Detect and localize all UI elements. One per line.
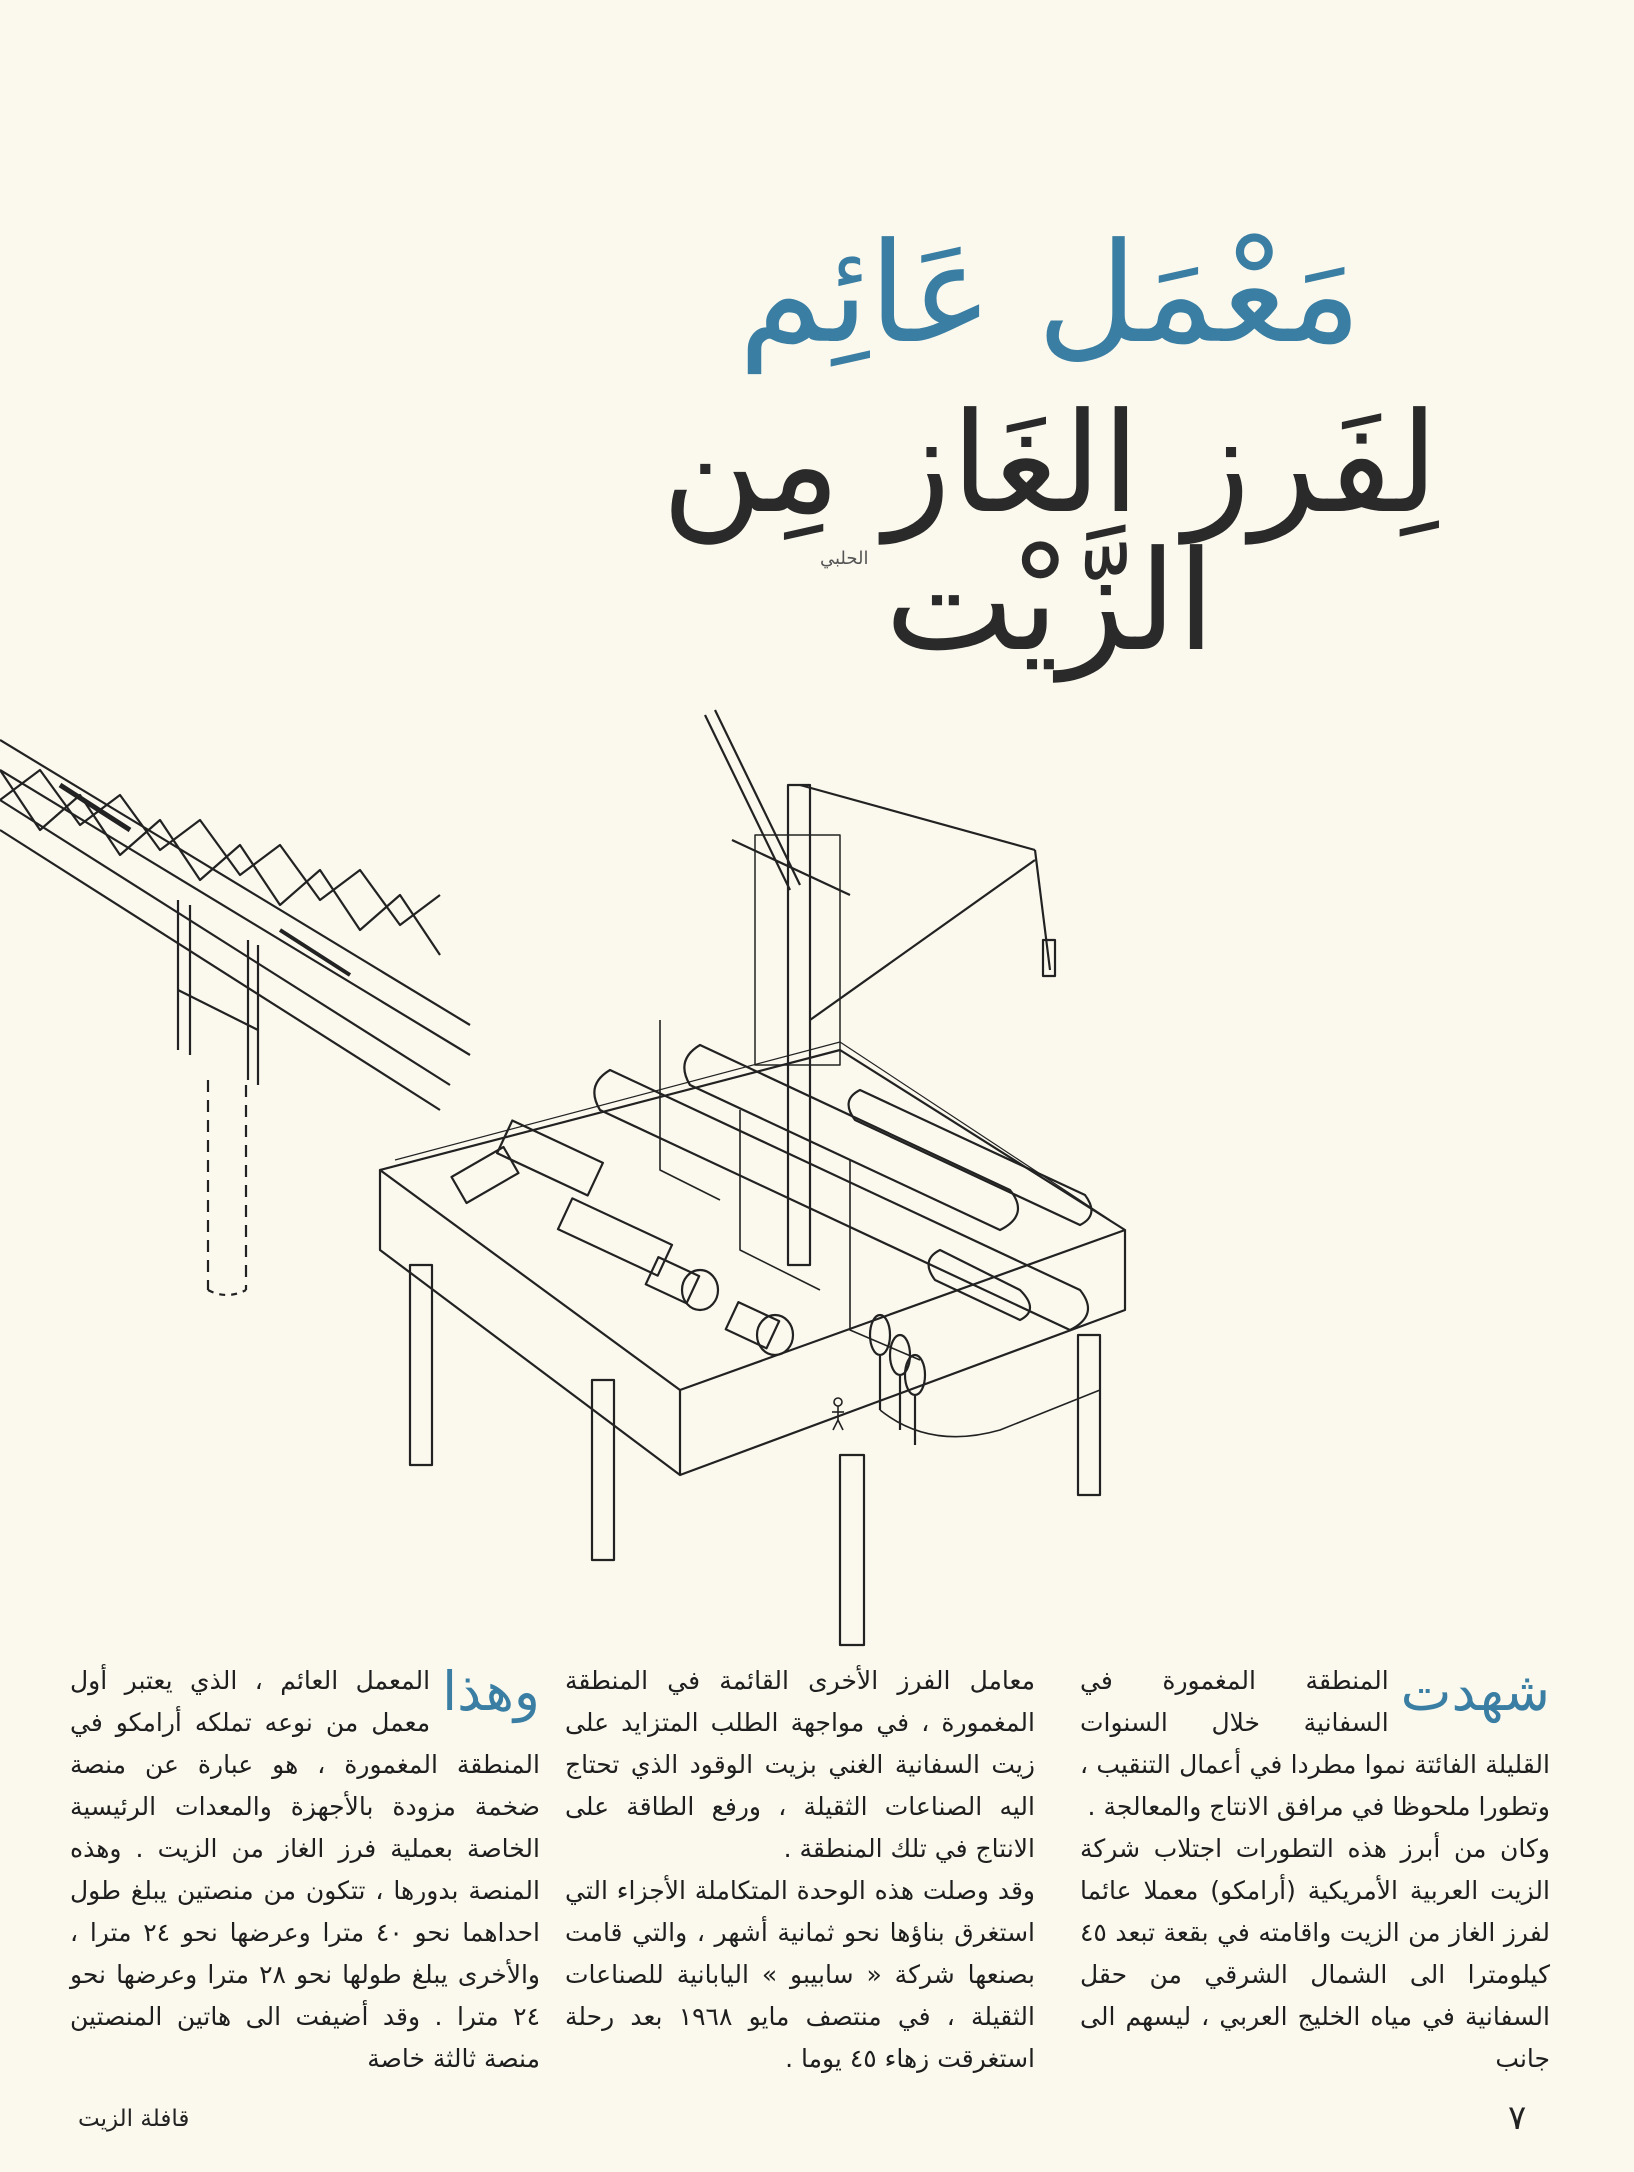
headline-line1: مَعْمَل عَائِم	[738, 213, 1362, 374]
platform-legs	[410, 1265, 1100, 1645]
crane	[705, 710, 1055, 1265]
pumps	[452, 1121, 925, 1445]
calligrapher-signature: الحلبي	[820, 548, 869, 569]
floating-plant-illustration	[0, 690, 1150, 1650]
bridge-support	[178, 900, 258, 1295]
article-column-3	[70, 1660, 540, 2073]
article-column-1	[1080, 1660, 1550, 2073]
magazine-name: قافلة الزيت	[78, 2106, 190, 2132]
paragraph-arrival: وقد وصلت هذه الوحدة المتكاملة الأجزاء التي استغرق بناؤها نحو ثمانية أشهر ، والتي قامت بصنعها شركة « سابيبو » اليابانية للصناعات الثقيلة ، في منتصف مايو ١٩٦٨ بعد رحلة استغرقت زهاء ٤٥ يوما .	[565, 1876, 1035, 2073]
dropcap-wahadha: وهذا	[442, 1660, 540, 1723]
paragraph-demand: معامل الفرز الأخرى القائمة في المنطقة المغمورة ، في مواجهة الطلب المتزايد على زيت السفانية الغني بزيت الوقود الذي تحتاج اليه الصناعات الثقيلة ، ورفع الطاقة على الانتاج في تلك المنطقة .	[565, 1666, 1035, 1863]
paragraph-aramco: وكان من أبرز هذه التطورات اجتلاب شركة الزيت العربية الأمريكية (أرامكو) معملا عائما لفرز الغاز من الزيت واقامته في بقعة تبعد ٤٥ كيلومترا الى الشمال الشرقي من حقل السفانية في مياه الخليج العربي ، ليسهم الى جانب	[1080, 1834, 1550, 2073]
article-column-2	[565, 1660, 1035, 2073]
paragraph-intro: المنطقة المغمورة في السفانية خلال السنوات القليلة الفائتة نموا مطردا في أعمال التنقيب ، وتطورا ملحوظا في مرافق الانتاج والمعالجة .	[1080, 1666, 1550, 1821]
headline-line2: لِفَرز الغَاز مِن الزَّيْت	[661, 383, 1439, 682]
page-number: ٧	[1508, 2098, 1527, 2138]
dropcap-shahidat: شهدت	[1400, 1660, 1550, 1723]
paragraph-platform: المعمل العائم ، الذي يعتبر أول معمل من نوعه تملكه أرامكو في المنطقة المغمورة ، هو عبارة عن منصة ضخمة مزودة بالأجهزة والمعدات الرئيسية الخاصة بعملية فرز الغاز من الزيت . وهذه المنصة بدورها ، تتكون من منصتين يبلغ طول احداهما نحو ٤٠ مترا وعرضها نحو ٢٤ مترا ، والأخرى يبلغ طولها نحو ٢٨ مترا وعرضها نحو ٢٤ مترا . وقد أضيفت الى هاتين المنصتين منصة ثالثة خاصة	[70, 1666, 540, 2073]
access-bridge	[0, 740, 470, 1110]
